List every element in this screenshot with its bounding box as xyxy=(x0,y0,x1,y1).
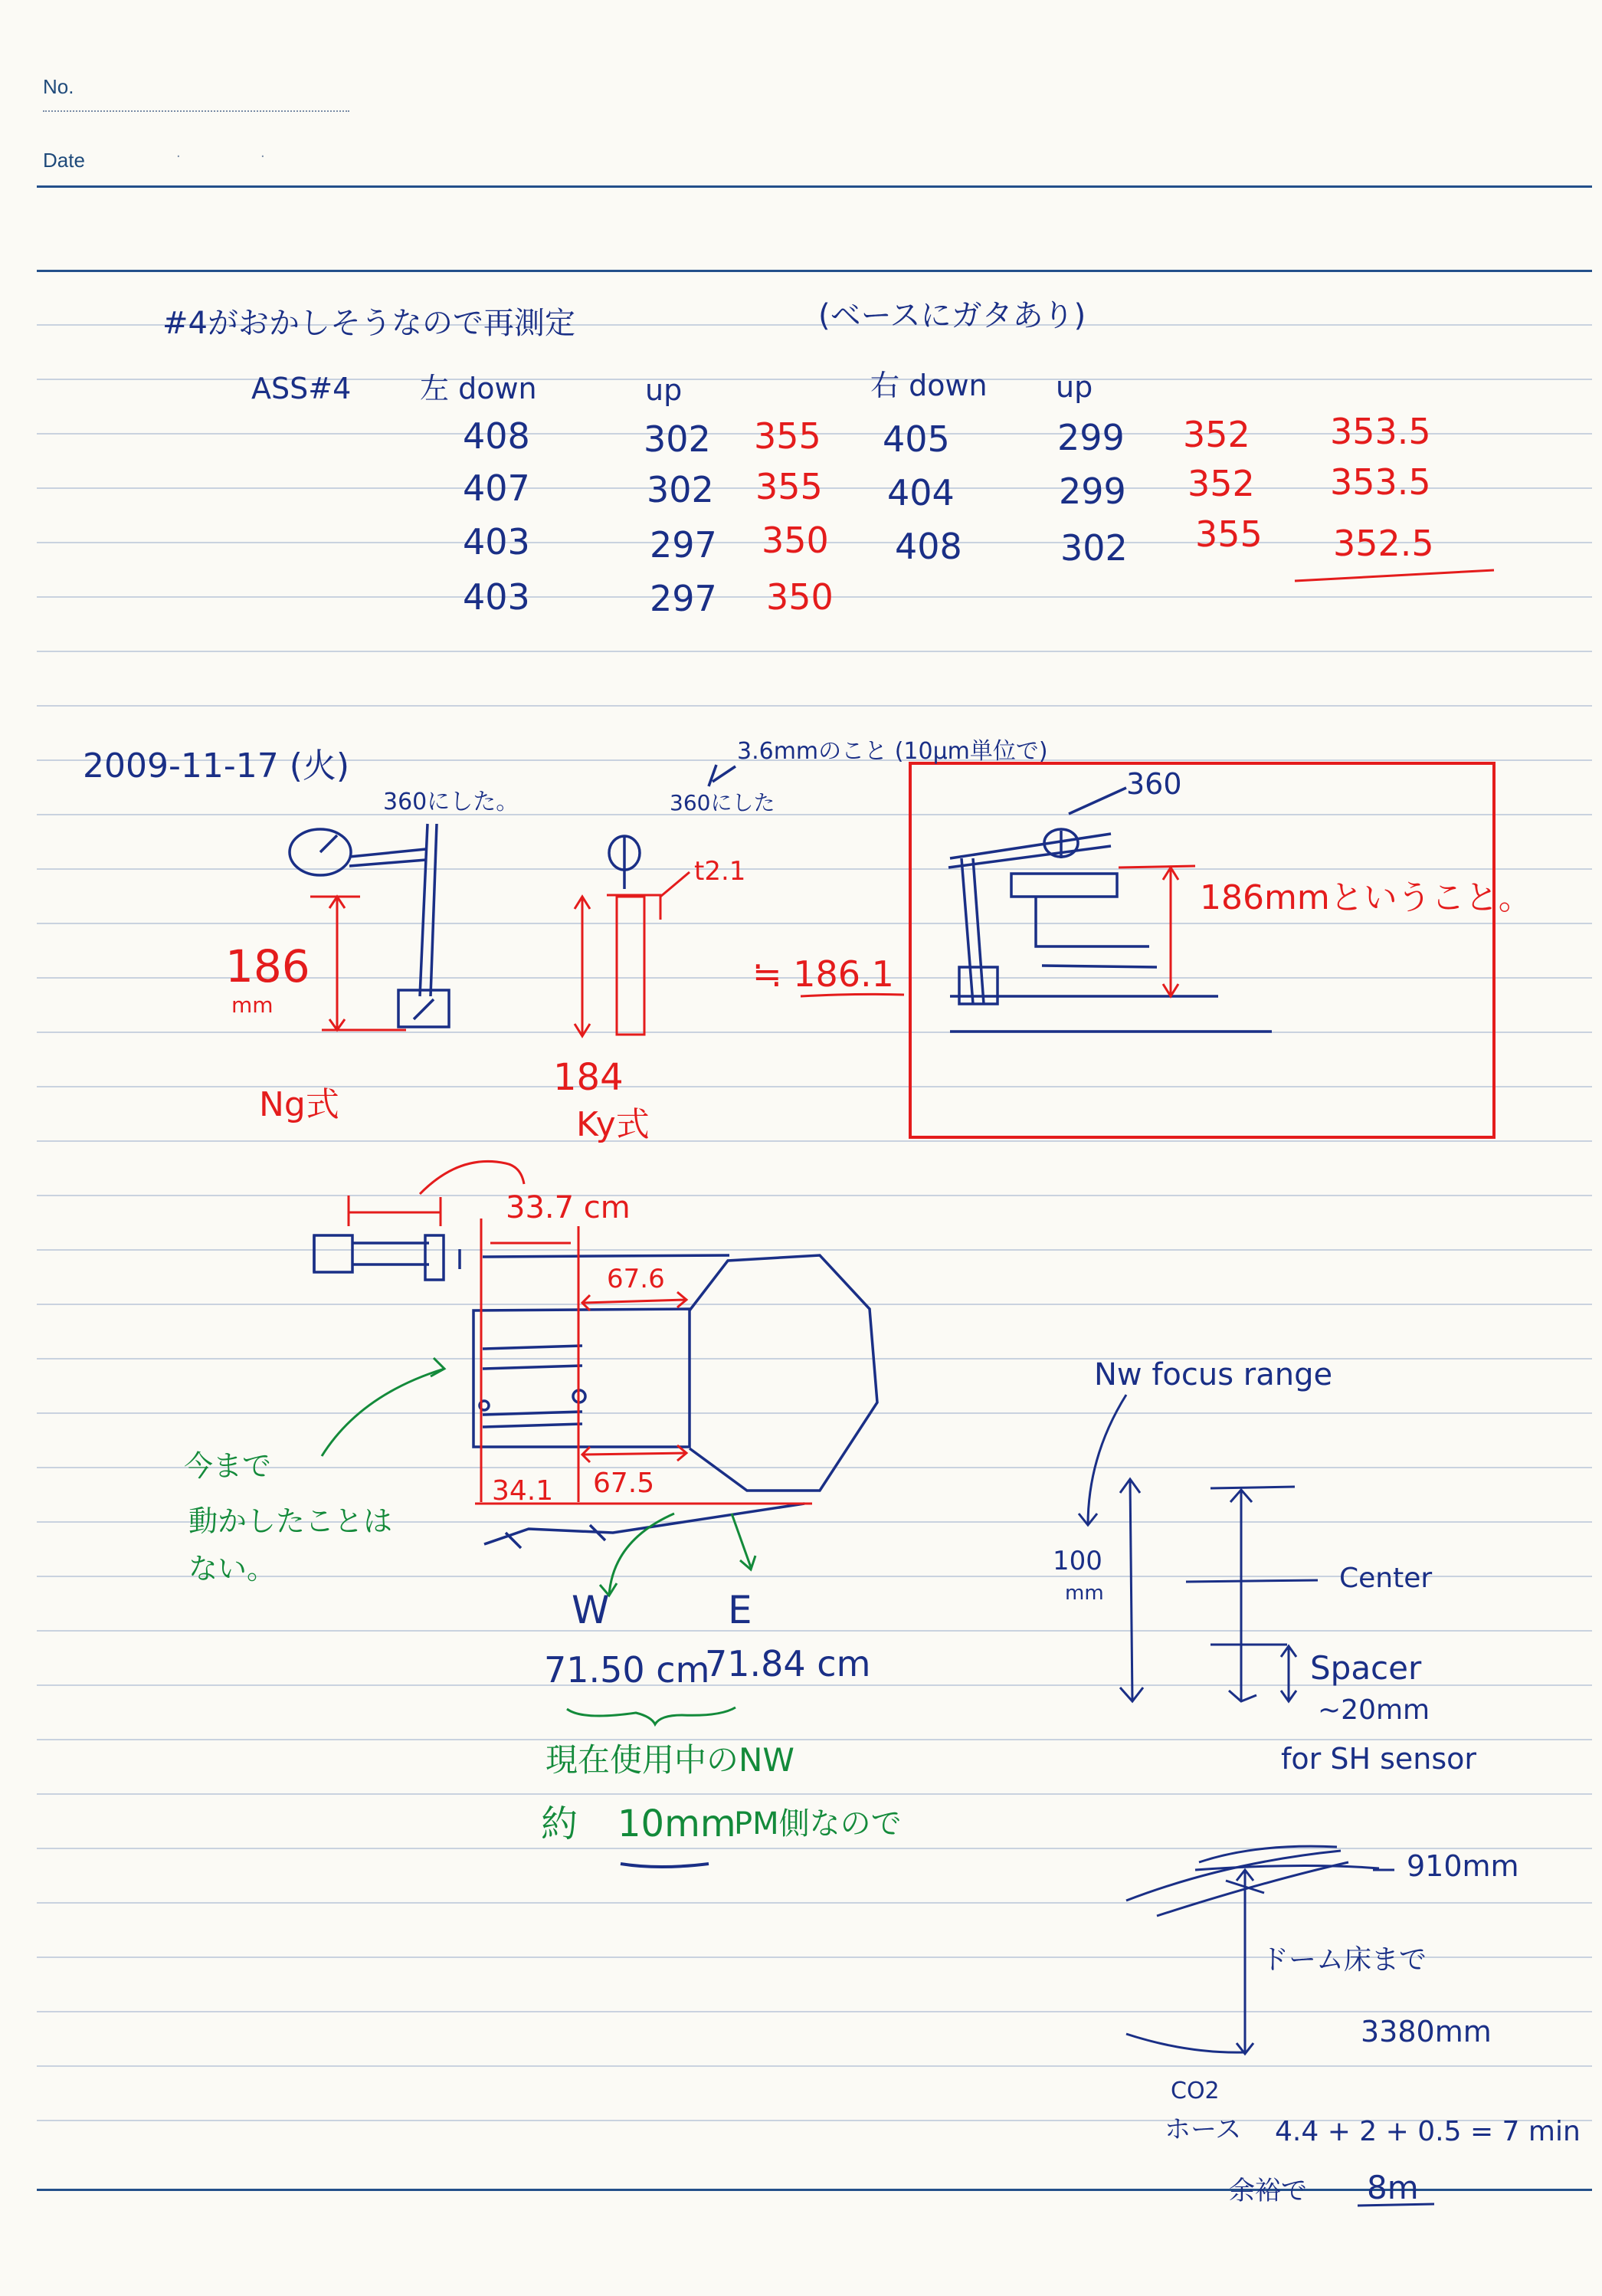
west-label: W xyxy=(572,1588,610,1632)
spacer-use: for SH sensor xyxy=(1281,1742,1477,1776)
ky-top-note: 3.6mmのこと (10μm単位で) xyxy=(737,738,1048,765)
left-corrected-value: 350 xyxy=(766,576,834,618)
left-up-value: 297 xyxy=(650,578,717,619)
range-value: 100 xyxy=(1053,1546,1102,1576)
dim-lower: 67.5 xyxy=(593,1468,655,1499)
left-down-value: 408 xyxy=(463,415,530,457)
plan-sketch xyxy=(314,1235,877,1548)
right-up-value: 302 xyxy=(1060,527,1128,569)
right-corrected-value: 355 xyxy=(1195,513,1263,555)
right-corrected-value: 352 xyxy=(1183,414,1250,455)
left-up-value: 302 xyxy=(647,469,714,510)
ky-t-note: t2.1 xyxy=(694,856,746,887)
focus-range-sketch xyxy=(1079,1395,1318,1701)
ng-value: 186 xyxy=(225,940,310,992)
approx-value: ≒ 186.1 xyxy=(752,953,894,995)
dome-floor-label: ドーム床まで xyxy=(1261,1944,1427,1976)
average-value: 352.5 xyxy=(1333,523,1434,564)
until-now-line: 今まで xyxy=(184,1449,272,1483)
col-right-down: 右 down xyxy=(870,369,988,402)
col-right-up: up xyxy=(1056,370,1093,404)
left-down-value: 403 xyxy=(463,521,530,563)
no-label: No. xyxy=(43,75,74,98)
ng-unit: mm xyxy=(231,992,274,1018)
right-down-value: 408 xyxy=(895,526,962,567)
dim-left: 34.1 xyxy=(492,1475,554,1507)
date-dot-1: · xyxy=(176,149,181,165)
ng-set-note: 360にした。 xyxy=(383,789,519,815)
left-up-value: 297 xyxy=(650,524,717,566)
left-up-value: 302 xyxy=(644,418,711,460)
ky-set-note: 360にした xyxy=(670,790,775,815)
left-corrected-value: 355 xyxy=(754,415,821,457)
center-label: Center xyxy=(1339,1563,1433,1594)
box-reading: 360 xyxy=(1126,767,1182,801)
remeasure-note: (ベースにガタあり) xyxy=(818,298,1086,333)
right-up-value: 299 xyxy=(1057,417,1125,458)
left-corrected-value: 355 xyxy=(755,466,823,507)
dim-upper: 67.6 xyxy=(607,1264,665,1294)
margin-value: 8m xyxy=(1367,2169,1419,2206)
date-dot-2: · xyxy=(260,149,265,165)
col-left-down: 左 down xyxy=(420,372,537,405)
average-value: 353.5 xyxy=(1330,411,1431,452)
pm-note-prefix: 約 xyxy=(541,1802,578,1845)
ng-label: Ng式 xyxy=(259,1085,339,1124)
ng-gauge-sketch xyxy=(290,824,449,1027)
ky-label: Ky式 xyxy=(576,1105,650,1144)
margin-label: 余裕で xyxy=(1229,2176,1307,2206)
average-value: 353.5 xyxy=(1330,461,1431,503)
right-down-value: 404 xyxy=(887,472,955,513)
spacer-value: ~20mm xyxy=(1318,1694,1430,1726)
until-now-line: 動かしたことは xyxy=(188,1504,393,1538)
pm-note-value: 10mm xyxy=(618,1802,736,1845)
co2-label: CO2 xyxy=(1171,2078,1220,2104)
box-dimension xyxy=(1119,866,1195,996)
west-value: 71.50 cm xyxy=(544,1649,710,1691)
left-corrected-value: 350 xyxy=(762,520,829,561)
ng-dimension xyxy=(310,897,406,1030)
right-corrected-value: 352 xyxy=(1188,463,1255,504)
remeasure-title: #4がおかしそうなので再測定 xyxy=(162,306,575,341)
right-up-value: 299 xyxy=(1059,471,1126,512)
box-note: 186mmということ。 xyxy=(1200,878,1532,917)
date-label: Date xyxy=(43,149,85,172)
dim-top: 33.7 cm xyxy=(506,1190,631,1225)
hose-label: ホース xyxy=(1165,2114,1242,2145)
focus-title: Nw focus range xyxy=(1094,1357,1333,1392)
left-down-value: 403 xyxy=(463,576,530,618)
measure-date: 2009-11-17 (火) xyxy=(83,746,350,786)
hose-calc: 4.4 + 2 + 0.5 = 7 min xyxy=(1275,2116,1581,2147)
until-now-line: ない。 xyxy=(188,1552,277,1586)
current-nw: 現在使用中のNW xyxy=(545,1741,794,1779)
range-unit: mm xyxy=(1065,1582,1104,1605)
gauge-box xyxy=(910,763,1494,1137)
dome-top-value: 910mm xyxy=(1407,1849,1519,1883)
dome-floor-value: 3380mm xyxy=(1361,2015,1492,2048)
east-label: E xyxy=(728,1588,752,1632)
row-label: ASS#4 xyxy=(251,372,352,405)
right-down-value: 405 xyxy=(883,418,950,460)
spacer-label: Spacer xyxy=(1310,1649,1422,1687)
pm-note-suffix: PM側なので xyxy=(734,1806,902,1842)
col-left-up: up xyxy=(645,373,683,407)
left-down-value: 407 xyxy=(463,467,530,509)
east-value: 71.84 cm xyxy=(705,1643,871,1684)
ky-value: 184 xyxy=(553,1056,624,1099)
